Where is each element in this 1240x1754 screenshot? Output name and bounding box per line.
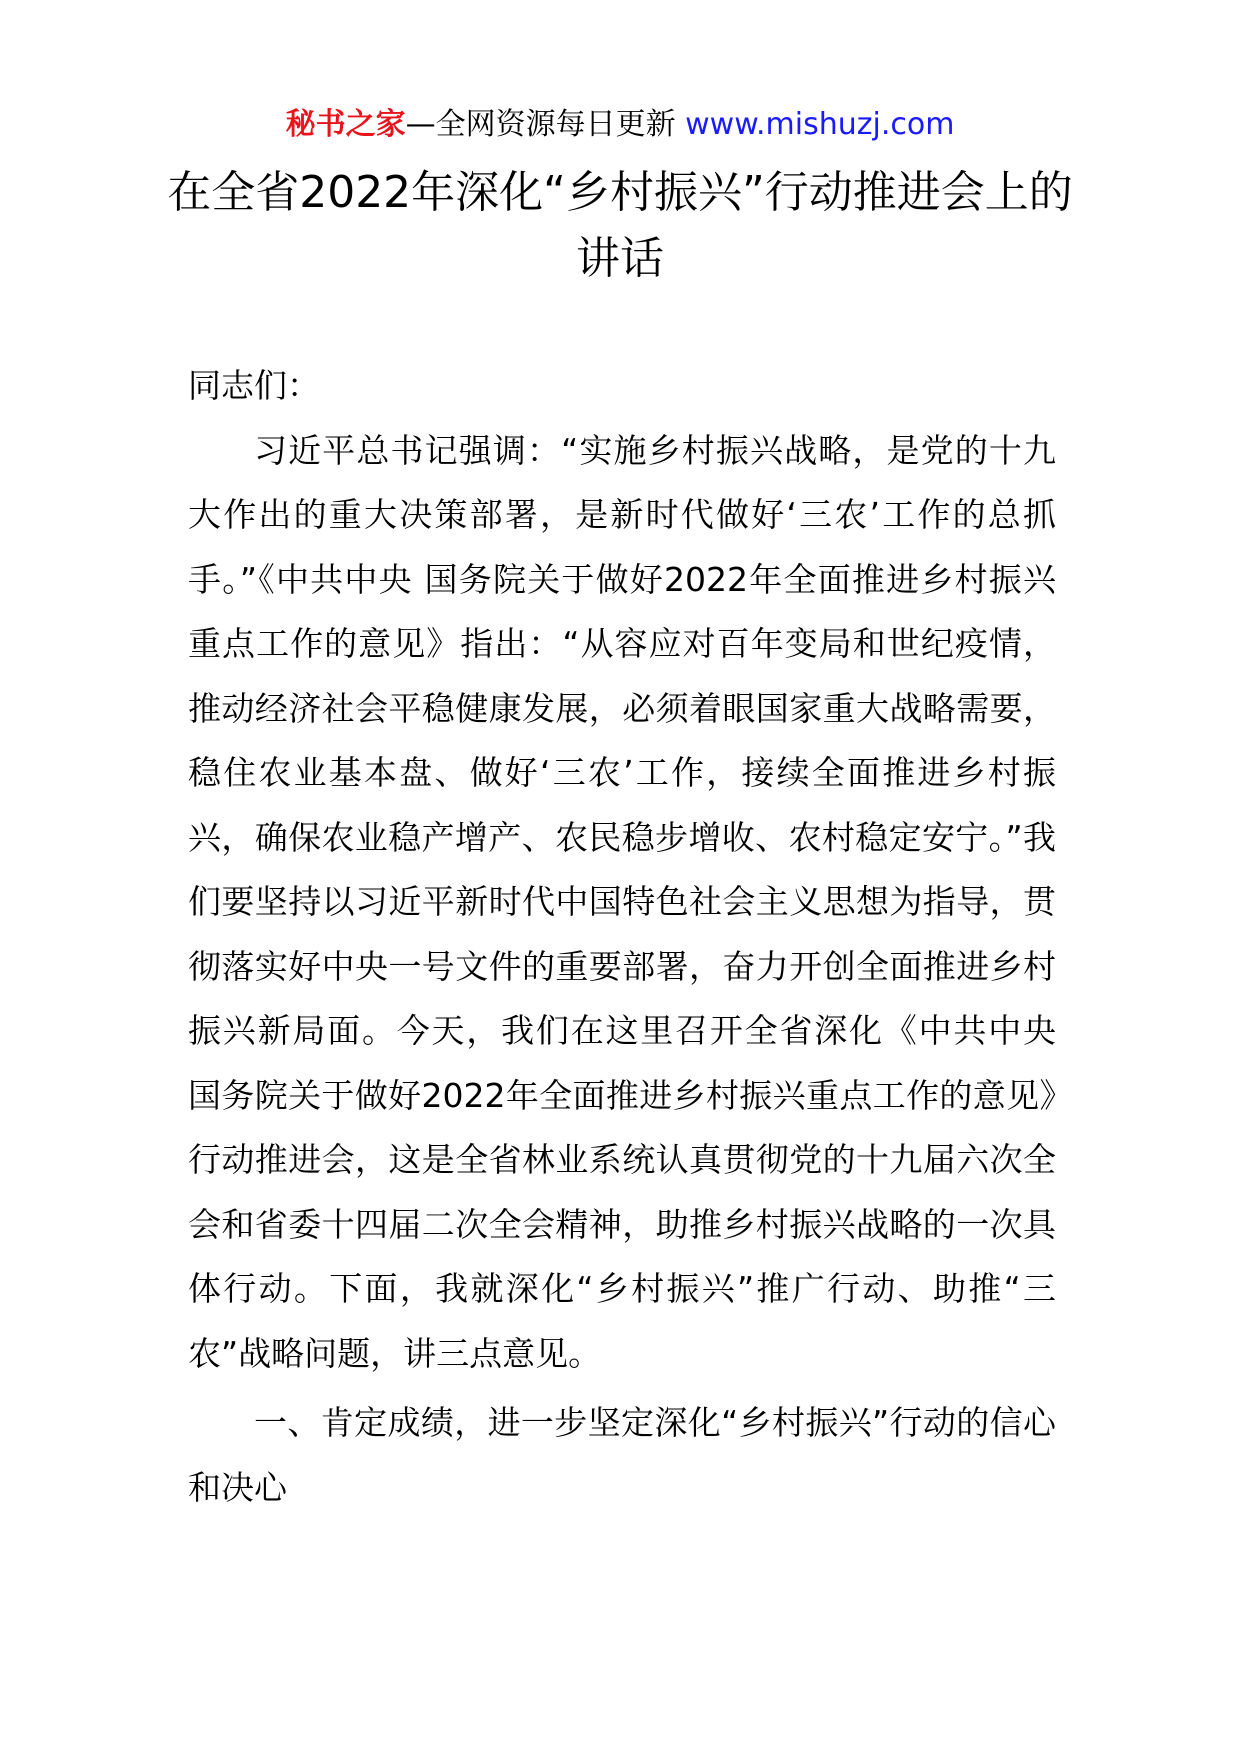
site-url-link[interactable]: www.mishuzj.com <box>685 107 955 142</box>
document-title: 在全省2022年深化“乡村振兴”行动推进会上的讲话 <box>167 167 1073 284</box>
site-brand: 秘书之家 <box>285 107 406 142</box>
site-header <box>0 100 1240 150</box>
site-tagline: —全网资源每日更新 <box>405 107 686 142</box>
section-heading: 一、肯定成绩，进一步坚定深化“乡村振兴”行动的信心和决心 <box>188 1403 1056 1507</box>
document-body <box>188 354 1056 1520</box>
body-paragraph: 习近平总书记强调：“实施乡村振兴战略，是党的十九大作出的重大决策部署，是新时代做好‘三农’工作的总抓手。”《中共中央 国务院关于做好2022年全面推进乡村振兴重点工作的意见》指出：“从容应对百年变局和世纪疫情，推动经济社会平稳健康发展，必须着眼国家重大战略需要，稳住农业基本盘、做好‘三农’工作，接续全面推进乡村振兴，确保农业稳产增产、农民稳步增收、农村稳定安宁。”我们要坚持以习近平新时代中国特色社会主义思想为指导，贯彻落实好中央一号文件的重要部署，奋力开创全面推进乡村振兴新局面。今天，我们在这里召开全省深化《中共中央 国务院关于做好2022年全面推进乡村振兴重点工作的意见》行动推进会，这是全省林业系统认真贯彻党的十九届六次全会和省委十四届二次全会精神，助推乡村振兴战略的一次具体行动。下面，我就深化“乡村振兴”推广行动、助推“三农”战略问题，讲三点意见。 <box>188 430 1056 1373</box>
salutation: 同志们： <box>188 366 320 405</box>
